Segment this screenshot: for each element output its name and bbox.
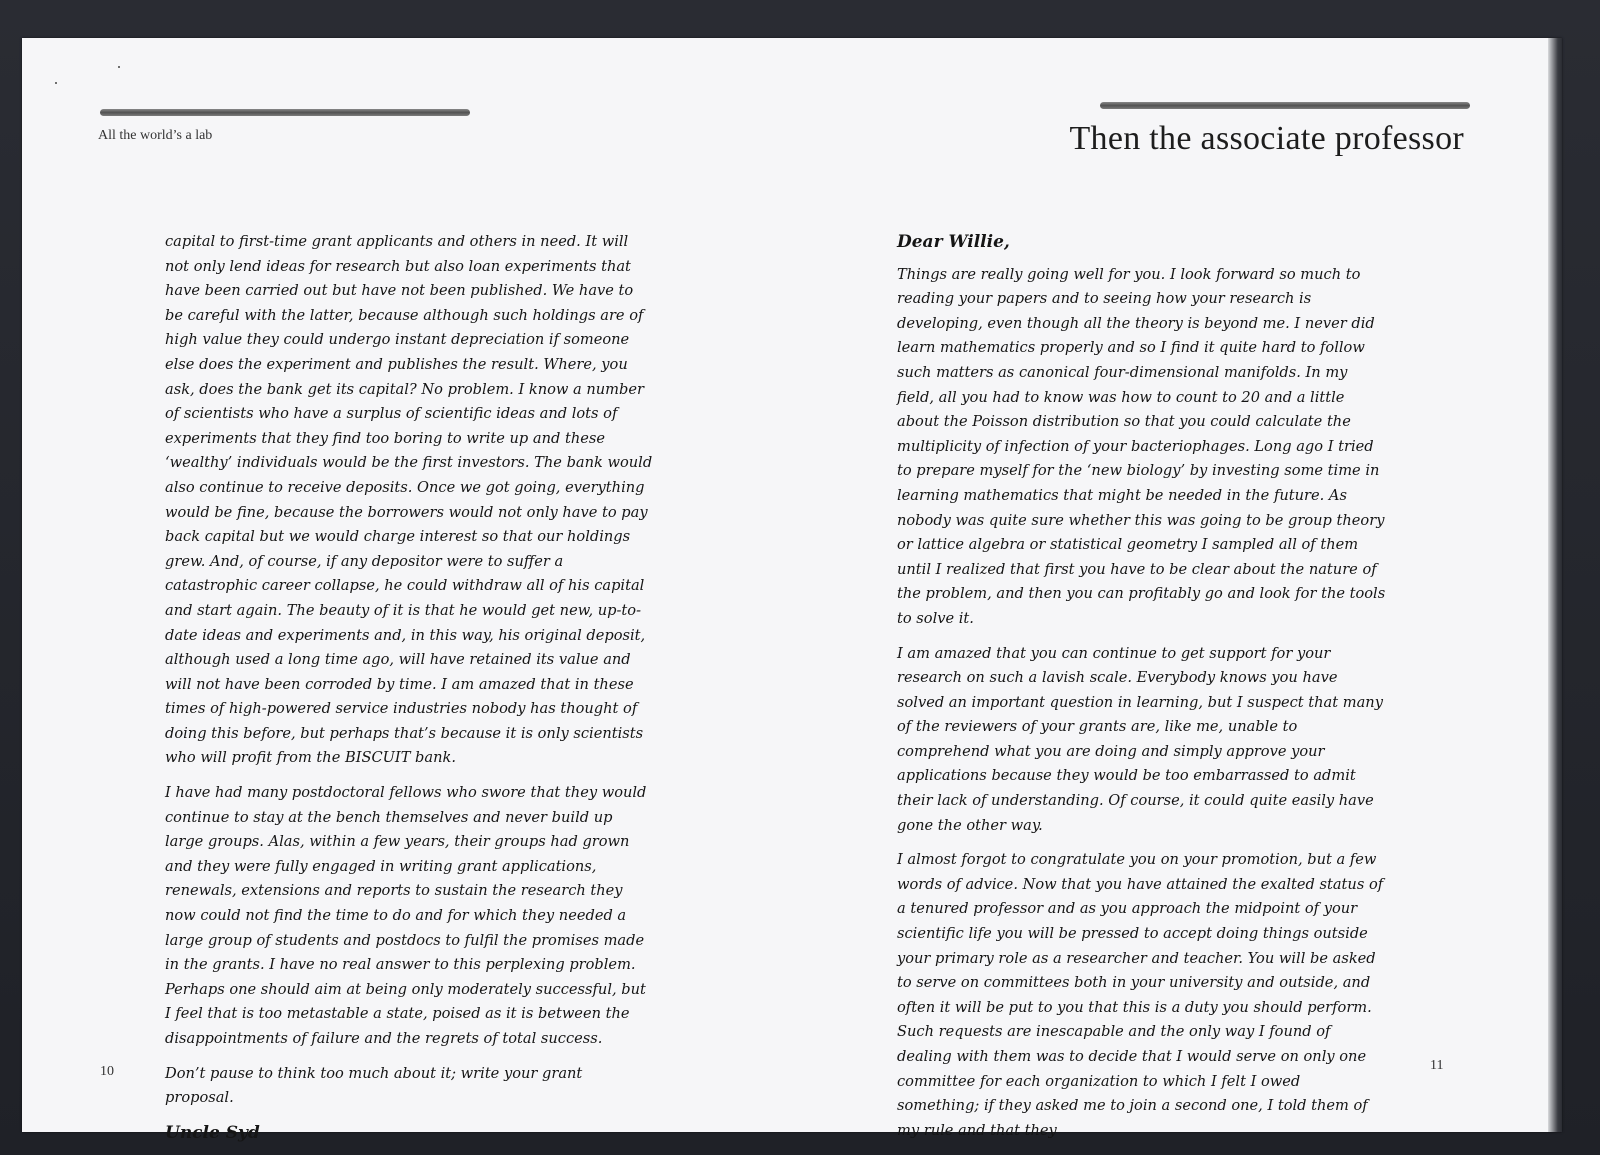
left-page-text — [165, 230, 655, 1145]
book-spread — [22, 38, 1562, 1143]
right-page-number: 11 — [1430, 1058, 1444, 1073]
right-paragraph-3: I almost forgot to congratulate you on your promotion, but a few words of advice. Now that you have attained the exalted status of a tenured professor and as you approach the midpoint of your scientific life you will be pressed to accept doing things outside your primary role as a researcher and teacher. You will be asked to serve on committees both in your university and outside, and often it will be put to you that this is a duty you should perform. Such requests are inescapable and the only way I found of dealing with them was to decide that I would serve on only one committee for each organization to which I felt I owed something; if they asked me to join a second one, I told them of my rule and that they — [897, 851, 1384, 1139]
page-edge-shadow — [1548, 38, 1562, 1132]
right-paragraph-2: I am amazed that you can continue to get support for your research on such a lavish scale. Everybody knows you have solved an important question in learning, but I suspect that many of the reviewers of your grants are, like me, unable to comprehend what you are doing and simply approve your applications because they would be too embarrassed to admit their lack of understanding. Of course, it could quite easily have gone the other way. — [897, 644, 1383, 834]
chapter-title: Then the associate professor — [1069, 120, 1464, 157]
paper-speck — [55, 82, 57, 84]
right-paragraph-1: Things are really going well for you. I look forward so much to reading your papers and to seeing how your research is developing, even though all the theory is beyond me. I never did learn mathematics properly and so I find it quite hard to follow such matters as canonical four-dimensional manifolds. In my field, all you had to know was how to count to 20 and a little about the Poisson distribution so that you could calculate the multiplicity of infection of your bacteriophages. Long ago I tried to prepare myself for the ‘new biology’ by investing some time in learning mathematics that might be needed in the future. As nobody was quite sure whether this was going to be group theory or lattice algebra or statistical geometry I sampled all of them until I realized that first you have to be clear about the nature of the problem, and then you can profitably go and look for the tools to solve it. — [897, 265, 1386, 627]
left-paragraph-1: capital to first-time grant applicants and others in need. It will not only lend ideas for research but also loan experiments that have been carried out but have not been published. We have to be careful with the latter, because although such holdings are of high value they could undergo instant depreciation if someone else does the experiment and publishes the result. Where, you ask, does the bank get its capital? No problem. I know a number of scientists who have a surplus of scientific ideas and lots of experiments that they find too boring to write up and these ‘wealthy’ individuals would be the first investors. The bank would also continue to receive deposits. Once we got going, everything would be fine, because the borrowers would not only have to pay back capital but we would charge interest so that our holdings grew. And, of course, if any depositor were to suffer a catastrophic career collapse, he could withdraw all of his capital and start again. The beauty of it is that he would get new, up-to-date ideas and experiments and, in this way, his original deposit, although used a long time ago, will have retained its value and will not have been corroded by time. I am amazed that in these times of high-powered service industries nobody has thought of doing this before, but perhaps that’s because it is only scientists who will profit from the BISCUIT bank. — [165, 233, 653, 767]
letter-signature: Uncle Syd — [165, 1122, 260, 1143]
left-paragraph-3: Don’t pause to think too much about it; write your grant proposal. — [165, 1064, 583, 1107]
paper-speck — [118, 66, 120, 68]
left-paragraph-2: I have had many postdoctoral fellows who swore that they would continue to stay at the bench themselves and never build up large groups. Alas, within a few years, their groups had grown and they were fully engaged in writing grant applications, renewals, extensions and reports to sustain the research they now could not find the time to do and for which they needed a large group of students and postdocs to fulfil the promises made in the grants. I have no real answer to this perplexing problem. Perhaps one should aim at being only moderately successful, but I feel that is too metastable a state, poised as it is between the disappointments of failure and the regrets of total success. — [165, 784, 647, 1047]
left-page-number: 10 — [100, 1064, 114, 1079]
left-running-head: All the world’s a lab — [98, 128, 213, 143]
letter-salutation: Dear Willie, — [897, 232, 1010, 252]
right-header-rule — [1100, 102, 1470, 109]
right-page-text — [897, 230, 1387, 1153]
left-header-rule — [100, 109, 470, 116]
